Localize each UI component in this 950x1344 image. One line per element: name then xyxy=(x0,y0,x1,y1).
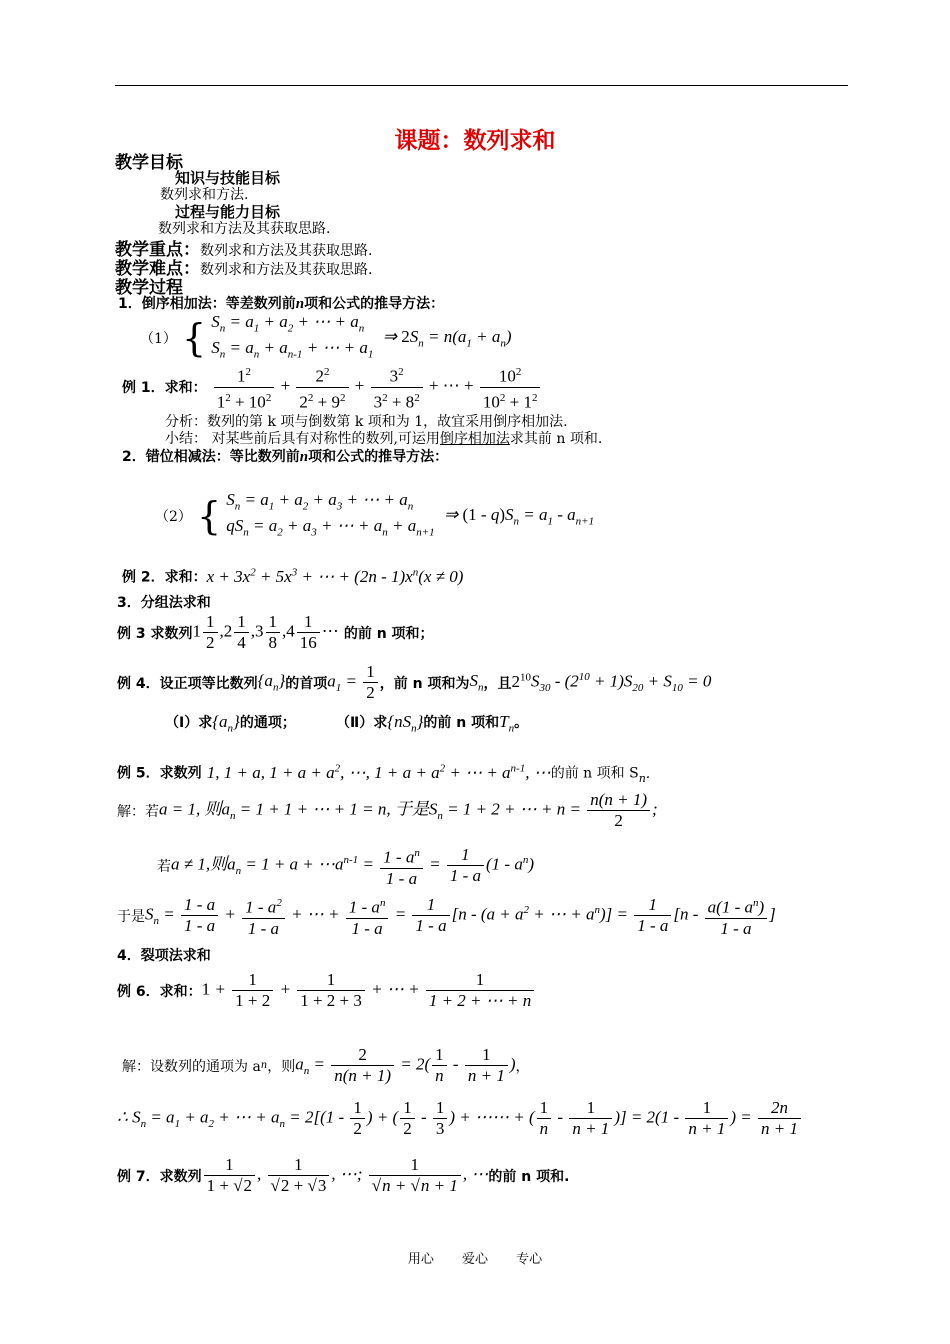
example-1: 例 1．求和： $\frac{1^2}{1^2 + 10^2}$ + $\frac{2^2}{2^2 + 9^2}$ + $\frac{3^2}{3^2 + 8^2}$ + ⋯ + $\frac{10^2}{10^2 + 1^2}$ xyxy=(122,362,542,412)
example-3: 例 3 求数列1 $\frac{1}{2}$ ,2 $\frac{1}{4}$ ,3 $\frac{1}{8}$ ,4 $\frac{1}{16}$ ⋯ 的前 n 项和； xyxy=(117,612,434,652)
section1-heading-tail: 项和公式的推导方法： xyxy=(304,296,445,312)
solution-6-text: 解：设数列的通项为 a xyxy=(122,1058,261,1075)
header-rule xyxy=(115,85,848,86)
example-4-mid1: 的首项 xyxy=(285,675,328,692)
section2-heading: 2．错位相减法：等比数列前n项和公式的推导方法： xyxy=(122,449,449,465)
example-4-q2: （Ⅱ）求 xyxy=(336,715,388,731)
key-text: 数列求和方法及其获取思路. xyxy=(200,243,373,259)
example-2: 例 2．求和：$x + 3x^2 + 5x^3$ + ⋯ + $(2n - 1)x^n(x \ne 0)$ xyxy=(122,566,464,586)
example-1-analysis: 分析：数列的第 k 项与倒数第 k 项和为 1，故宜采用倒序相加法. xyxy=(165,414,568,430)
page-title: 课题：数列求和 xyxy=(394,128,556,154)
key-label: 教学重点： xyxy=(115,240,200,260)
section3-heading: 3．分组法求和 xyxy=(117,595,211,611)
example-3-label: 例 3 求数列 xyxy=(117,625,193,642)
difficulty-label: 教学难点： xyxy=(115,259,200,279)
example-4-q2-tail: 的前 n 项和 xyxy=(423,715,500,731)
example-5: 例 5．求数列 1, 1 + a, $1 + a + a^2$, ⋯, $1 + a + a^2$ + ⋯ + $a^{n-1}$, ⋯的前 n 项和 $S_n$. xyxy=(117,762,651,785)
summary-underlined: 倒序相加法 xyxy=(439,431,510,447)
example-5-tail: 的前 n 项和 S xyxy=(550,765,639,782)
process-heading: 教学过程 xyxy=(115,278,183,298)
goal1-text: 数列求和方法. xyxy=(160,187,249,203)
section2-heading-text: 2．错位相减法：等比数列前 xyxy=(122,449,300,465)
example-4-label: 例 4．设正项等比数列 xyxy=(117,675,258,692)
solution-6-line1: 解：设数列的通项为 an，则$a_n$ = $\frac{2}{n(n + 1)}$ = 2( $\frac{1}{n}$ - $\frac{1}{n + 1}$ )， xyxy=(122,1045,530,1085)
example-4-mid2: ，前 n 项和为 xyxy=(379,675,470,692)
example-1-label: 例 1．求和： xyxy=(122,380,207,397)
goal2-heading: 过程与能力目标 xyxy=(175,203,281,221)
formula-1: （1） { $S_n = a_1 + a_2$ + ⋯ + $a_n$ $S_n = a_n + a_{n-1}$ + ⋯ + $a_1$ ⇒ $2S_n = n(a_1 + a_n)$ xyxy=(140,312,512,361)
section1-heading: 1．倒序相加法：等差数列前n项和公式的推导方法： xyxy=(118,296,445,312)
formula-1-label: （1） xyxy=(140,331,177,348)
example-1-summary xyxy=(165,428,602,448)
summary-text-a: 小结： 对某些前后具有对称性的数列,可运用 xyxy=(165,431,440,447)
example-7: 例 7．求数列 $\frac{1}{1 + √2}$ , $\frac{1}{√2 + √3}$ , ⋯; $\frac{1}{√n + √n + 1}$ , ⋯的前 n 项和. xyxy=(117,1155,570,1195)
solution-5-line1: 解：若a = 1, 则$a_n = 1 + 1$ + ⋯ + 1 = n, 于是$S_n = 1 + 2$ + ⋯ + n = $\frac{n(n + 1)}{2}$ ; xyxy=(117,790,658,830)
goals-heading: 教学目标 xyxy=(115,153,183,173)
example-4: 例 4．设正项等比数列$\{a_n\}$的首项$a_1$ = $\frac{1}{2}$ ，前 n 项和为$S_n$，且$2^{10}S_{30} - (2^{10} + 1)S_{20} + S_{10} = 0$ xyxy=(117,662,712,702)
formula-2: （2） { $S_n = a_1 + a_2 + a_3$ + ⋯ + $a_n$ $qS_n = a_2 + a_3$ + ⋯ + $a_n + a_{n+1}$ ⇒ $(1 - q)S_n = a_1 - a_{n+1}$ xyxy=(155,490,595,539)
section4-heading: 4．裂项法求和 xyxy=(117,948,211,964)
example-4-q1: （Ⅰ）求 xyxy=(165,715,213,731)
example-4-questions: （Ⅰ）求$\{a_n\}$的通项； （Ⅱ）求$\{nS_n\}$的前 n 项和$T_n$。 xyxy=(165,712,529,735)
difficulty-text: 数列求和方法及其获取思路. xyxy=(200,262,373,278)
goal2-text: 数列求和方法及其获取思路. xyxy=(158,221,331,237)
example-7-tail: 的前 n 项和. xyxy=(488,1168,570,1185)
example-2-label: 例 2．求和： xyxy=(122,569,207,586)
solution-5-line2: 若a ≠ 1,则$a_n = 1 + a$ + $\cdots a^{n-1}$ = $\frac{1 - a^n}{1 - a}$ = $\frac{1}{1 - a}$ $(1 - a^n)$ xyxy=(157,843,534,889)
solution-5-so: 于是 xyxy=(117,908,145,925)
solution-5-start: 解：若 xyxy=(117,803,159,820)
example-3-tail: 的前 n 项和； xyxy=(343,625,434,642)
solution-6-then: ，则 xyxy=(267,1058,296,1075)
example-7-label: 例 7．求数列 xyxy=(117,1168,202,1185)
example-6-label: 例 6．求和： xyxy=(117,983,202,1000)
example-5-label: 例 5．求数列 xyxy=(117,765,202,782)
goal1-heading: 知识与技能目标 xyxy=(175,169,281,187)
solution-5-line3: 于是$S_n$ = $\frac{1 - a}{1 - a}$ + $\frac{1 - a^2}{1 - a}$ + ⋯ + $\frac{1 - a^n}{1 - a}$ = $\frac{1}{1 - a}$ [$n - (a + a^2$ + ⋯ + $a^n$)] = $\frac{1}{1 - a}$ [n - $\frac{a(1 - a^n)}{1 - a}$ ] xyxy=(117,893,776,939)
solution-5-if: 若 xyxy=(157,858,171,875)
page-footer: 用心 爱心 专心 xyxy=(407,1252,543,1267)
example-4-mid3: ，且 xyxy=(483,675,512,692)
solution-6-line2: ∴ $S_n = a_1 + a_2$ + ⋯ + $a_n = 2[(1$ - $\frac{1}{2}$ ) + ( $\frac{1}{2}$ - $\frac{1}{3}$ ) + ⋯⋯ + ( $\frac{1}{n}$ - $\frac{1}{n + 1}$ )] = 2(1 - $\frac{1}{n + 1}$ ) = $\frac{2n}{n + 1}$ xyxy=(117,1098,803,1139)
formula-2-label: （2） xyxy=(155,509,192,526)
section1-heading-text: 1．倒序相加法：等差数列前 xyxy=(118,296,296,312)
example-4-q1-tail: 的通项； xyxy=(239,715,296,731)
section2-heading-tail: 项和公式的推导方法： xyxy=(308,449,449,465)
summary-text-b: 求其前 n 项和. xyxy=(509,431,603,447)
example-6: 例 6．求和：1 + $\frac{1}{1 + 2}$ + $\frac{1}{1 + 2 + 3}$ + ⋯ + $\frac{1}{1 + 2 + \cdots + n}$ xyxy=(117,970,536,1011)
